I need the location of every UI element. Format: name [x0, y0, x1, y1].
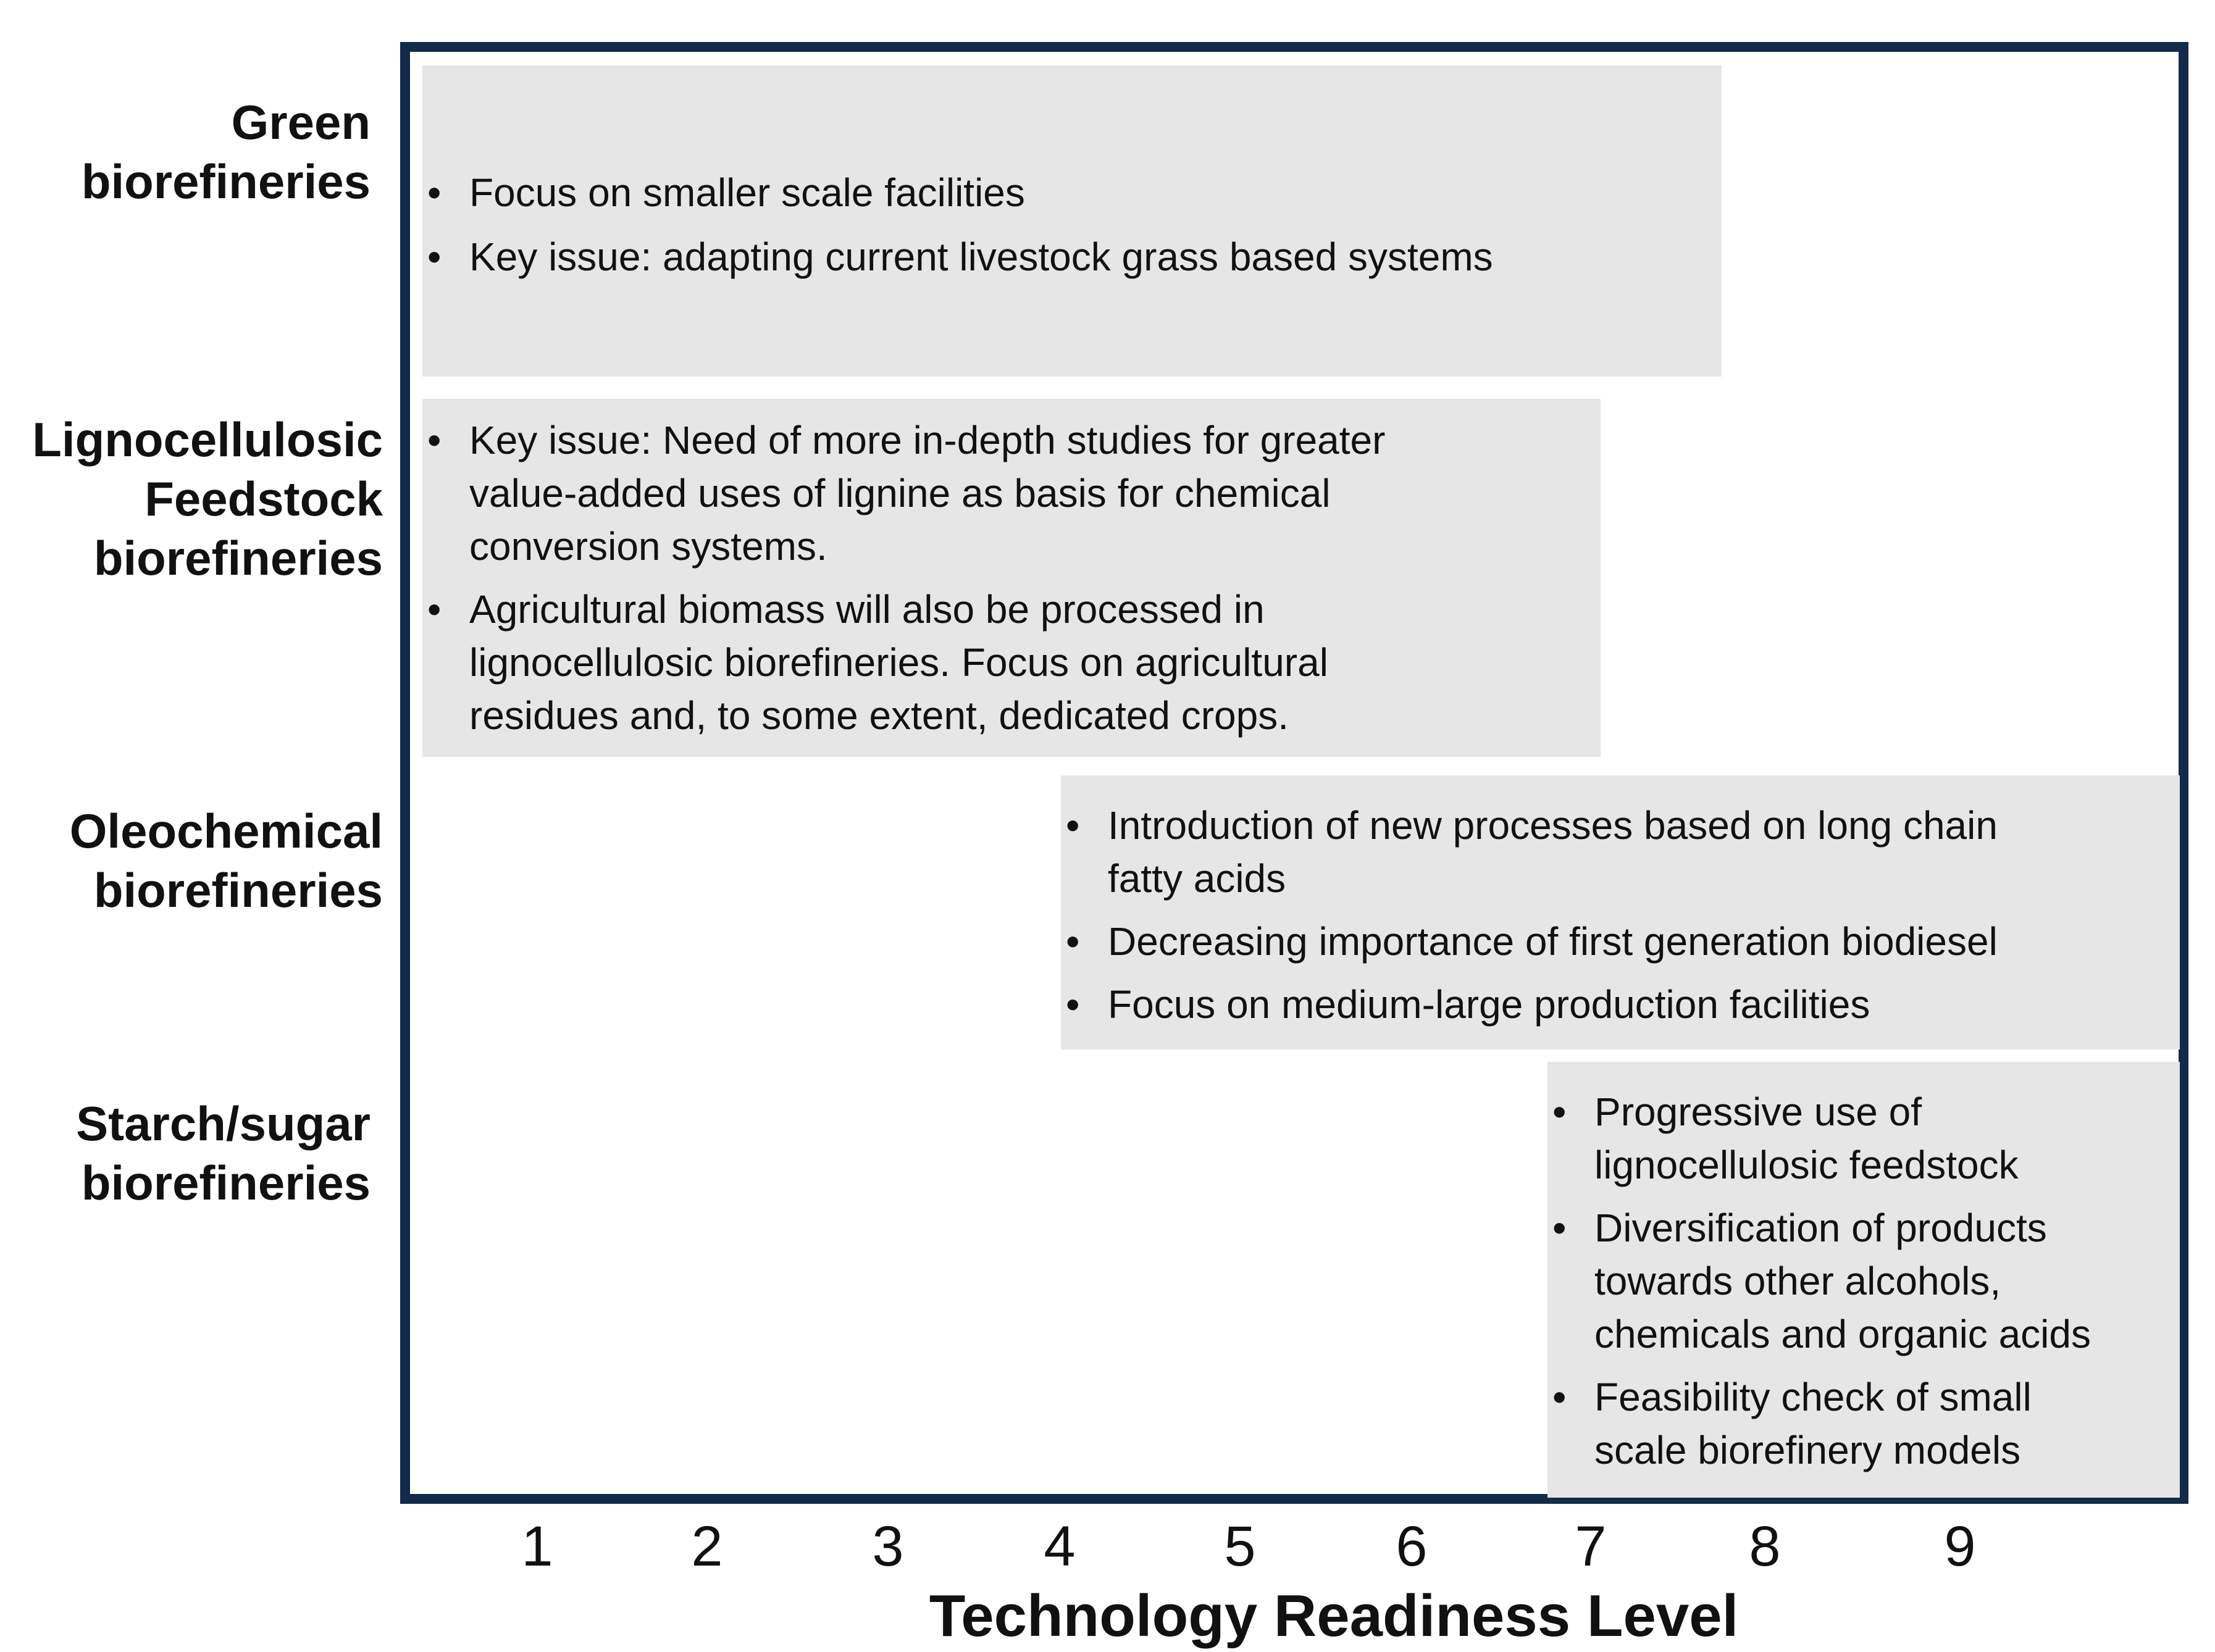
bullet-icon: • — [427, 170, 442, 215]
bullet-text: Introduction of new processes based on long chain — [1108, 803, 1998, 848]
bullet-item — [1061, 915, 2180, 968]
green-trl-box — [422, 65, 1722, 377]
axis-title: Technology Readiness Level — [929, 1583, 1739, 1649]
axis-tick-7: 7 — [1575, 1515, 1607, 1578]
category-line: Green — [231, 95, 371, 149]
category-line: Lignocellulosic — [32, 412, 383, 467]
bullet-text: scale biorefinery models — [1594, 1428, 2021, 1472]
bullet-icon: • — [427, 418, 442, 462]
axis-tick-2: 2 — [691, 1515, 723, 1578]
category-line: biorefineries — [81, 1156, 371, 1210]
bullet-text: fatty acids — [1108, 856, 1286, 901]
axis-tick-4: 4 — [1044, 1515, 1076, 1578]
category-line: biorefineries — [81, 154, 371, 209]
bullet-icon: • — [1066, 982, 1080, 1027]
bullet-icon: • — [1552, 1375, 1567, 1419]
bullet-text: value-added uses of lignine as basis for chemical — [469, 471, 1331, 515]
bullet-text: Feasibility check of small — [1594, 1375, 2032, 1419]
bullet-text: Decreasing importance of first generation biodiesel — [1108, 919, 1998, 964]
bullet-icon: • — [427, 587, 442, 632]
bullet-text: lignocellulosic feedstock — [1594, 1143, 2019, 1187]
bullet-text: conversion systems. — [469, 524, 827, 569]
axis-tick-1: 1 — [521, 1515, 553, 1578]
bullet-icon: • — [1066, 919, 1080, 964]
bullet-item — [1061, 799, 2180, 905]
category-green — [12, 93, 371, 211]
oleochemical-trl-box — [1061, 775, 2180, 1049]
bullet-text: Focus on medium-large production facilities — [1108, 982, 1870, 1027]
bullet-icon: • — [1552, 1090, 1567, 1134]
bullet-text: chemicals and organic acids — [1594, 1312, 2091, 1356]
bullet-icon: • — [427, 235, 442, 279]
bullet-text: Agricultural biomass will also be processed in — [469, 587, 1265, 632]
bullet-item — [422, 414, 1601, 573]
bullet-text: lignocellulosic biorefineries. Focus on agricultural — [469, 640, 1328, 685]
category-line: biorefineries — [93, 863, 383, 917]
bullet-text: Diversification of products — [1594, 1206, 2047, 1250]
bullet-text: towards other alcohols, — [1594, 1259, 2001, 1303]
starch-sugar-trl-box — [1547, 1062, 2180, 1498]
bullet-item — [1547, 1085, 2180, 1191]
bullet-item — [1547, 1201, 2180, 1361]
category-line: Starch/sugar — [76, 1096, 371, 1151]
bullet-icon: • — [1066, 803, 1080, 848]
bullet-text: Progressive use of — [1594, 1090, 1922, 1134]
category-oleochemical — [12, 801, 383, 920]
bullet-item — [422, 583, 1601, 742]
bullet-item — [422, 230, 1722, 284]
bullet-text: Key issue: Need of more in-depth studies for greater — [469, 418, 1386, 462]
bullet-icon: • — [1552, 1206, 1567, 1250]
category-lignocellulosic — [12, 410, 383, 588]
category-line: biorefineries — [93, 531, 383, 585]
axis-tick-3: 3 — [872, 1515, 904, 1578]
bullet-item — [422, 165, 1722, 220]
bullet-item — [1061, 978, 2180, 1031]
axis-tick-6: 6 — [1396, 1515, 1428, 1578]
bullet-text: residues and, to some extent, dedicated crops. — [469, 693, 1289, 738]
axis-tick-5: 5 — [1224, 1515, 1256, 1578]
axis-tick-9: 9 — [1944, 1515, 1976, 1578]
lignocellulosic-trl-box — [422, 399, 1601, 757]
axis-tick-8: 8 — [1749, 1515, 1781, 1578]
category-starch-sugar — [12, 1094, 371, 1212]
bullet-text: Focus on smaller scale facilities — [469, 170, 1025, 215]
category-line: Feedstock — [144, 472, 383, 526]
category-line: Oleochemical — [69, 804, 383, 858]
bullet-item — [1547, 1370, 2180, 1477]
bullet-text: Key issue: adapting current livestock grass based systems — [469, 235, 1493, 279]
